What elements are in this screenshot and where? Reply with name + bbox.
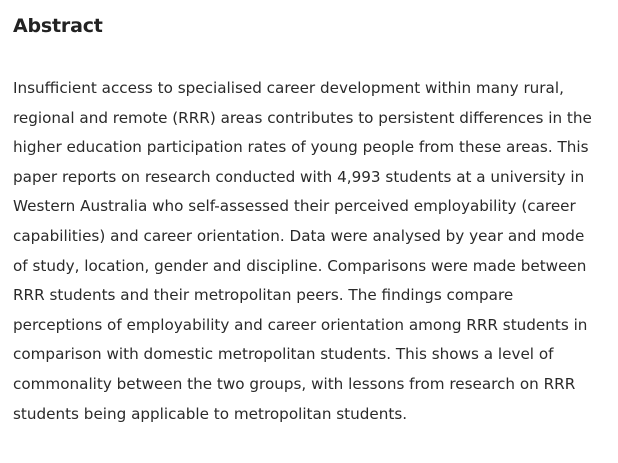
abstract-line: comparison with domestic metropolitan students. This shows a level of (13, 345, 554, 364)
abstract-heading: Abstract (13, 15, 103, 37)
abstract-line: of study, location, gender and discipline. Comparisons were made between (13, 256, 587, 275)
abstract-line: Insufficient access to specialised career development within many rural, (13, 79, 564, 97)
abstract-line: perceptions of employability and career orientation among RRR students in (13, 315, 588, 334)
abstract-text (13, 74, 609, 429)
abstract-line: students being applicable to metropolitan students. (13, 404, 408, 423)
abstract-line: RRR students and their metropolitan peers. The findings compare (13, 286, 514, 305)
abstract-line: paper reports on research conducted with 4,993 students at a university in (13, 167, 585, 186)
abstract-line: capabilities) and career orientation. Data were analysed by year and mode (13, 226, 585, 245)
abstract-line: higher education participation rates of young people from these areas. This (13, 138, 589, 157)
abstract-line: regional and remote (RRR) areas contributes to persistent differences in the (13, 108, 592, 127)
abstract-line: Western Australia who self-assessed their perceived employability (career (13, 197, 576, 216)
abstract-section (13, 14, 609, 429)
abstract-line: commonality between the two groups, with lessons from research on RRR (13, 374, 576, 393)
